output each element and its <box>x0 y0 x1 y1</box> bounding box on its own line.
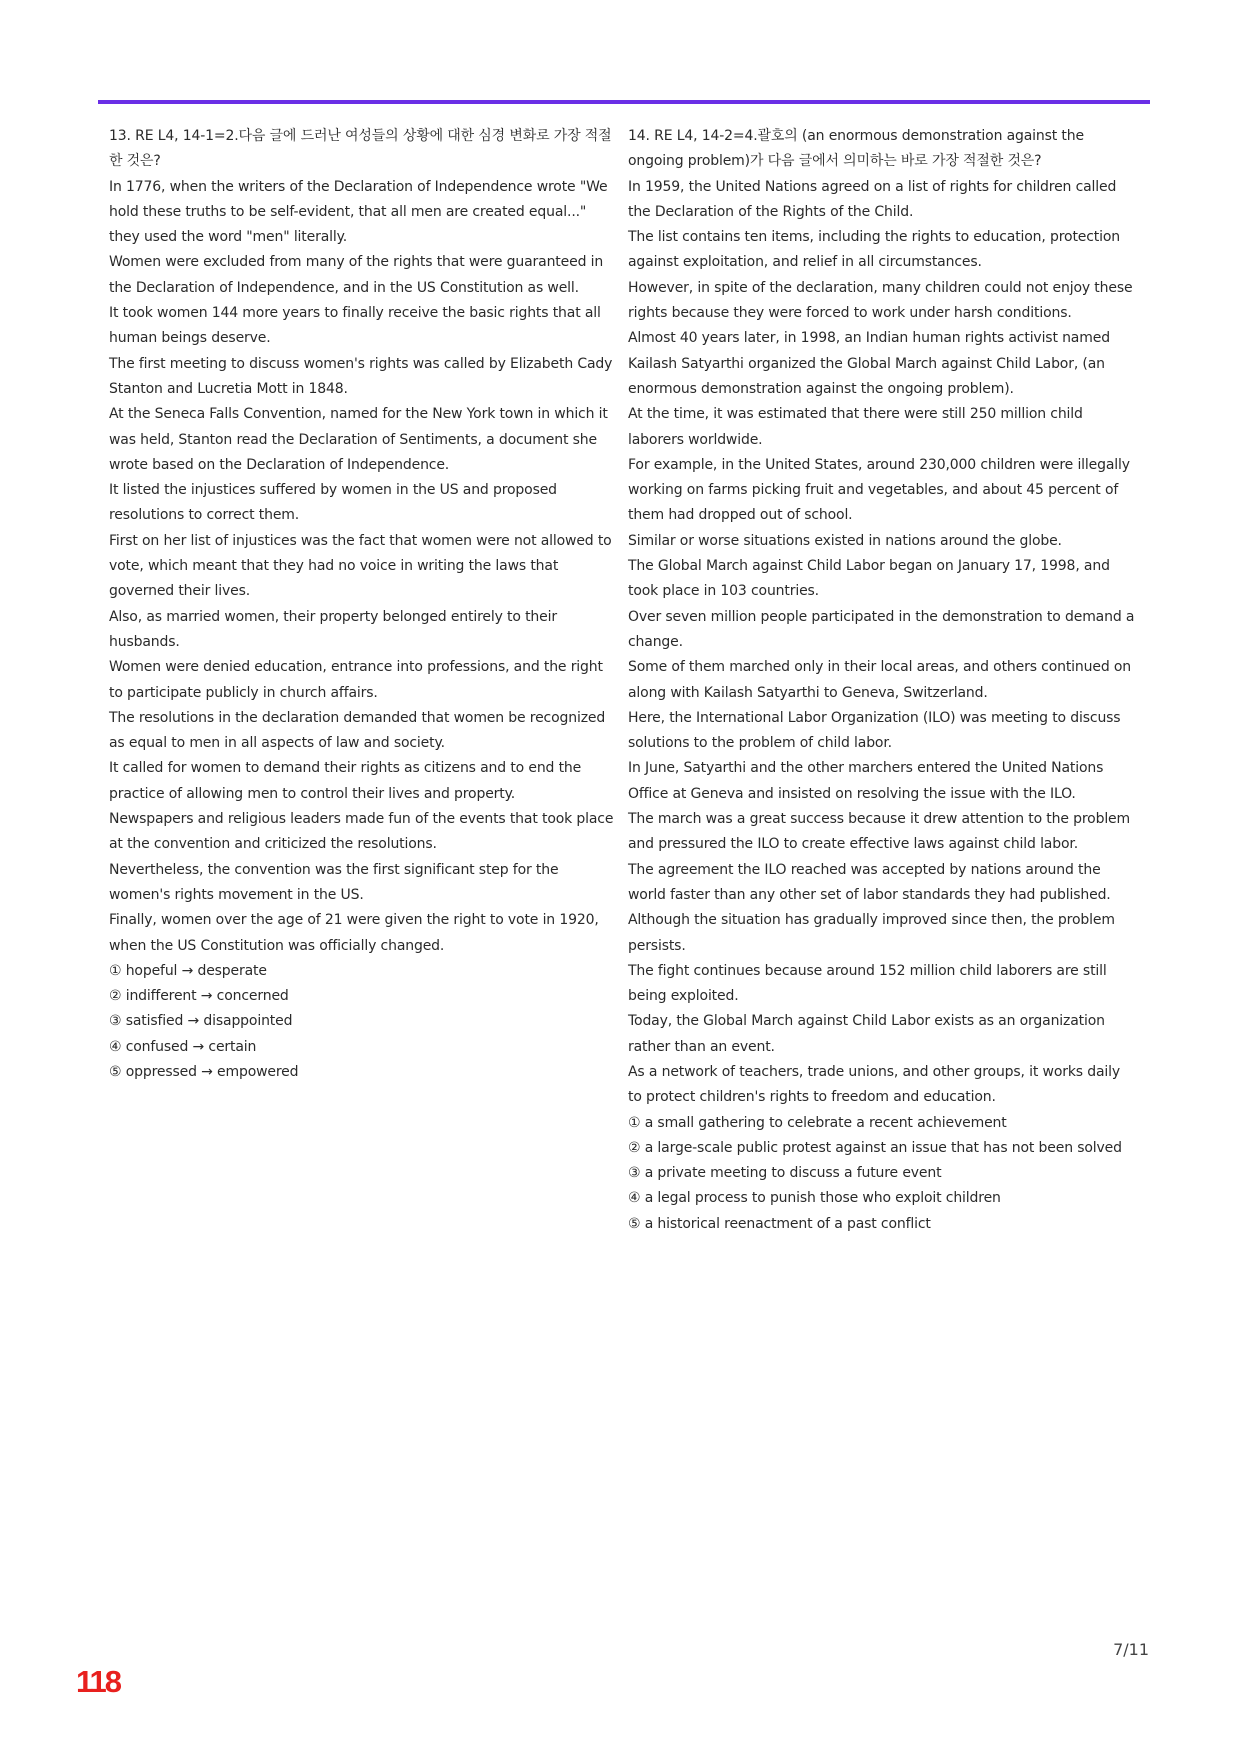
question-13-paragraph: Women were excluded from many of the rights that were guaranteed in the Declaration of Independence, and in the US Constitution as well. <box>109 254 604 296</box>
question-13-choice-3: ③ satisfied → disappointed <box>109 1013 293 1030</box>
question-13-paragraph: It listed the injustices suffered by women in the US and proposed resolutions to correct them. <box>109 482 557 524</box>
question-13-paragraph: The first meeting to discuss women's rights was called by Elizabeth Cady Stanton and Lucretia Mott in 1848. <box>109 355 613 397</box>
question-14-paragraph: As a network of teachers, trade unions, and other groups, it works daily to protect children's rights to freedom and education. <box>628 1063 1121 1106</box>
question-14-paragraph: Almost 40 years later, in 1998, an Indian human rights activist named Kailash Satyarthi organized the Global March against Child Labor, (an enormous demonstration against the ongoing problem). <box>628 330 1110 397</box>
question-14-choice-2: ② a large-scale public protest against an issue that has not been solved <box>628 1139 1122 1156</box>
question-13-paragraph: The resolutions in the declaration demanded that women be recognized as equal to men in all aspects of law and society. <box>109 709 606 752</box>
question-14-paragraph: The fight continues because around 152 million child laborers are still being exploited. <box>628 962 1107 1005</box>
question-14-choice-1: ① a small gathering to celebrate a recent achievement <box>628 1114 1007 1131</box>
header-rule <box>98 100 1150 104</box>
question-13-paragraph: Also, as married women, their property belonged entirely to their husbands. <box>109 608 557 650</box>
question-14-paragraph: At the time, it was estimated that there were still 250 million child laborers worldwide. <box>628 406 1083 448</box>
question-13-title: 13. RE L4, 14-1=2.다음 글에 드러난 여성들의 상황에 대한 심경 변화로 가장 적절한 것은? <box>109 128 612 170</box>
question-14-paragraph: The Global March against Child Labor began on January 17, 1998, and took place in 103 countries. <box>628 558 1110 600</box>
question-13-choice-5: ⑤ oppressed → empowered <box>109 1063 299 1080</box>
question-14-paragraph: Some of them marched only in their local areas, and others continued on along with Kailash Satyarthi to Geneva, Switzerland. <box>628 659 1132 701</box>
question-13-paragraph: Women were denied education, entrance into professions, and the right to participate publicly in church affairs. <box>109 659 603 701</box>
question-13-paragraph: Newspapers and religious leaders made fun of the events that took place at the convention and criticized the resolutions. <box>109 811 614 853</box>
question-14-paragraph: In June, Satyarthi and the other marchers entered the United Nations Office at Geneva and insisted on resolving the issue with the ILO. <box>628 760 1104 802</box>
page-number-stamp: 118 <box>76 1664 121 1699</box>
question-14-paragraph: For example, in the United States, around 230,000 children were illegally working on farms picking fruit and vegetables, and about 45 percent of them had dropped out of school. <box>628 456 1130 524</box>
question-13-choice-4: ④ confused → certain <box>109 1038 257 1055</box>
question-14-choice-3: ③ a private meeting to discuss a future event <box>628 1165 942 1182</box>
question-13-paragraph: It called for women to demand their rights as citizens and to end the practice of allowing men to control their lives and property. <box>109 760 582 802</box>
question-13-paragraph: In 1776, when the writers of the Declaration of Independence wrote "We hold these truths to be self-evident, that all men are created equal..." they used the word "men" literally. <box>109 178 608 246</box>
question-14-paragraph: Over seven million people participated in the demonstration to demand a change. <box>628 608 1135 650</box>
question-13-choice-1: ① hopeful → desperate <box>109 962 267 979</box>
question-13-paragraph: At the Seneca Falls Convention, named for the New York town in which it was held, Stanton read the Declaration of Sentiments, a document she wrote based on the Declaration of Independence. <box>109 406 608 473</box>
question-14-paragraph: In 1959, the United Nations agreed on a list of rights for children called the Declaration of the Rights of the Child. <box>628 178 1117 220</box>
question-14-choice-5: ⑤ a historical reenactment of a past conflict <box>628 1215 931 1232</box>
question-14-paragraph: Today, the Global March against Child Labor exists as an organization rather than an event. <box>628 1013 1105 1055</box>
question-14-paragraph: The agreement the ILO reached was accepted by nations around the world faster than any other set of labor standards they had published. <box>628 861 1111 903</box>
page-indicator: 7/11 <box>1113 1640 1149 1659</box>
question-14-paragraph: However, in spite of the declaration, many children could not enjoy these rights because they were forced to work under harsh conditions. <box>628 279 1133 322</box>
question-13-choice-2: ② indifferent → concerned <box>109 988 289 1005</box>
question-14 <box>628 124 1138 1237</box>
question-14-paragraph: The list contains ten items, including the rights to education, protection against exploitation, and relief in all circumstances. <box>628 229 1121 271</box>
question-14-choice-4: ④ a legal process to punish those who exploit children <box>628 1190 1001 1207</box>
question-13-paragraph: It took women 144 more years to finally receive the basic rights that all human beings deserve. <box>109 305 601 347</box>
question-14-paragraph: Similar or worse situations existed in nations around the globe. <box>628 532 1062 549</box>
question-14-paragraph: The march was a great success because it drew attention to the problem and pressured the ILO to create effective laws against child labor. <box>628 811 1131 853</box>
question-13-paragraph: Finally, women over the age of 21 were given the right to vote in 1920, when the US Constitution was officially changed. <box>109 912 599 954</box>
question-13-paragraph: First on her list of injustices was the fact that women were not allowed to vote, which meant that they had no voice in writing the laws that governed their lives. <box>109 532 612 600</box>
question-14-title: 14. RE L4, 14-2=4.괄호의 (an enormous demonstration against the ongoing problem)가 다음 글에서 의미하는 바로 가장 적절한 것은? <box>628 128 1084 170</box>
question-13-paragraph: Nevertheless, the convention was the first significant step for the women's rights movement in the US. <box>109 861 559 903</box>
question-14-paragraph: Although the situation has gradually improved since then, the problem persists. <box>628 912 1115 954</box>
question-14-paragraph: Here, the International Labor Organization (ILO) was meeting to discuss solutions to the problem of child labor. <box>628 709 1121 752</box>
question-13 <box>109 124 619 1085</box>
